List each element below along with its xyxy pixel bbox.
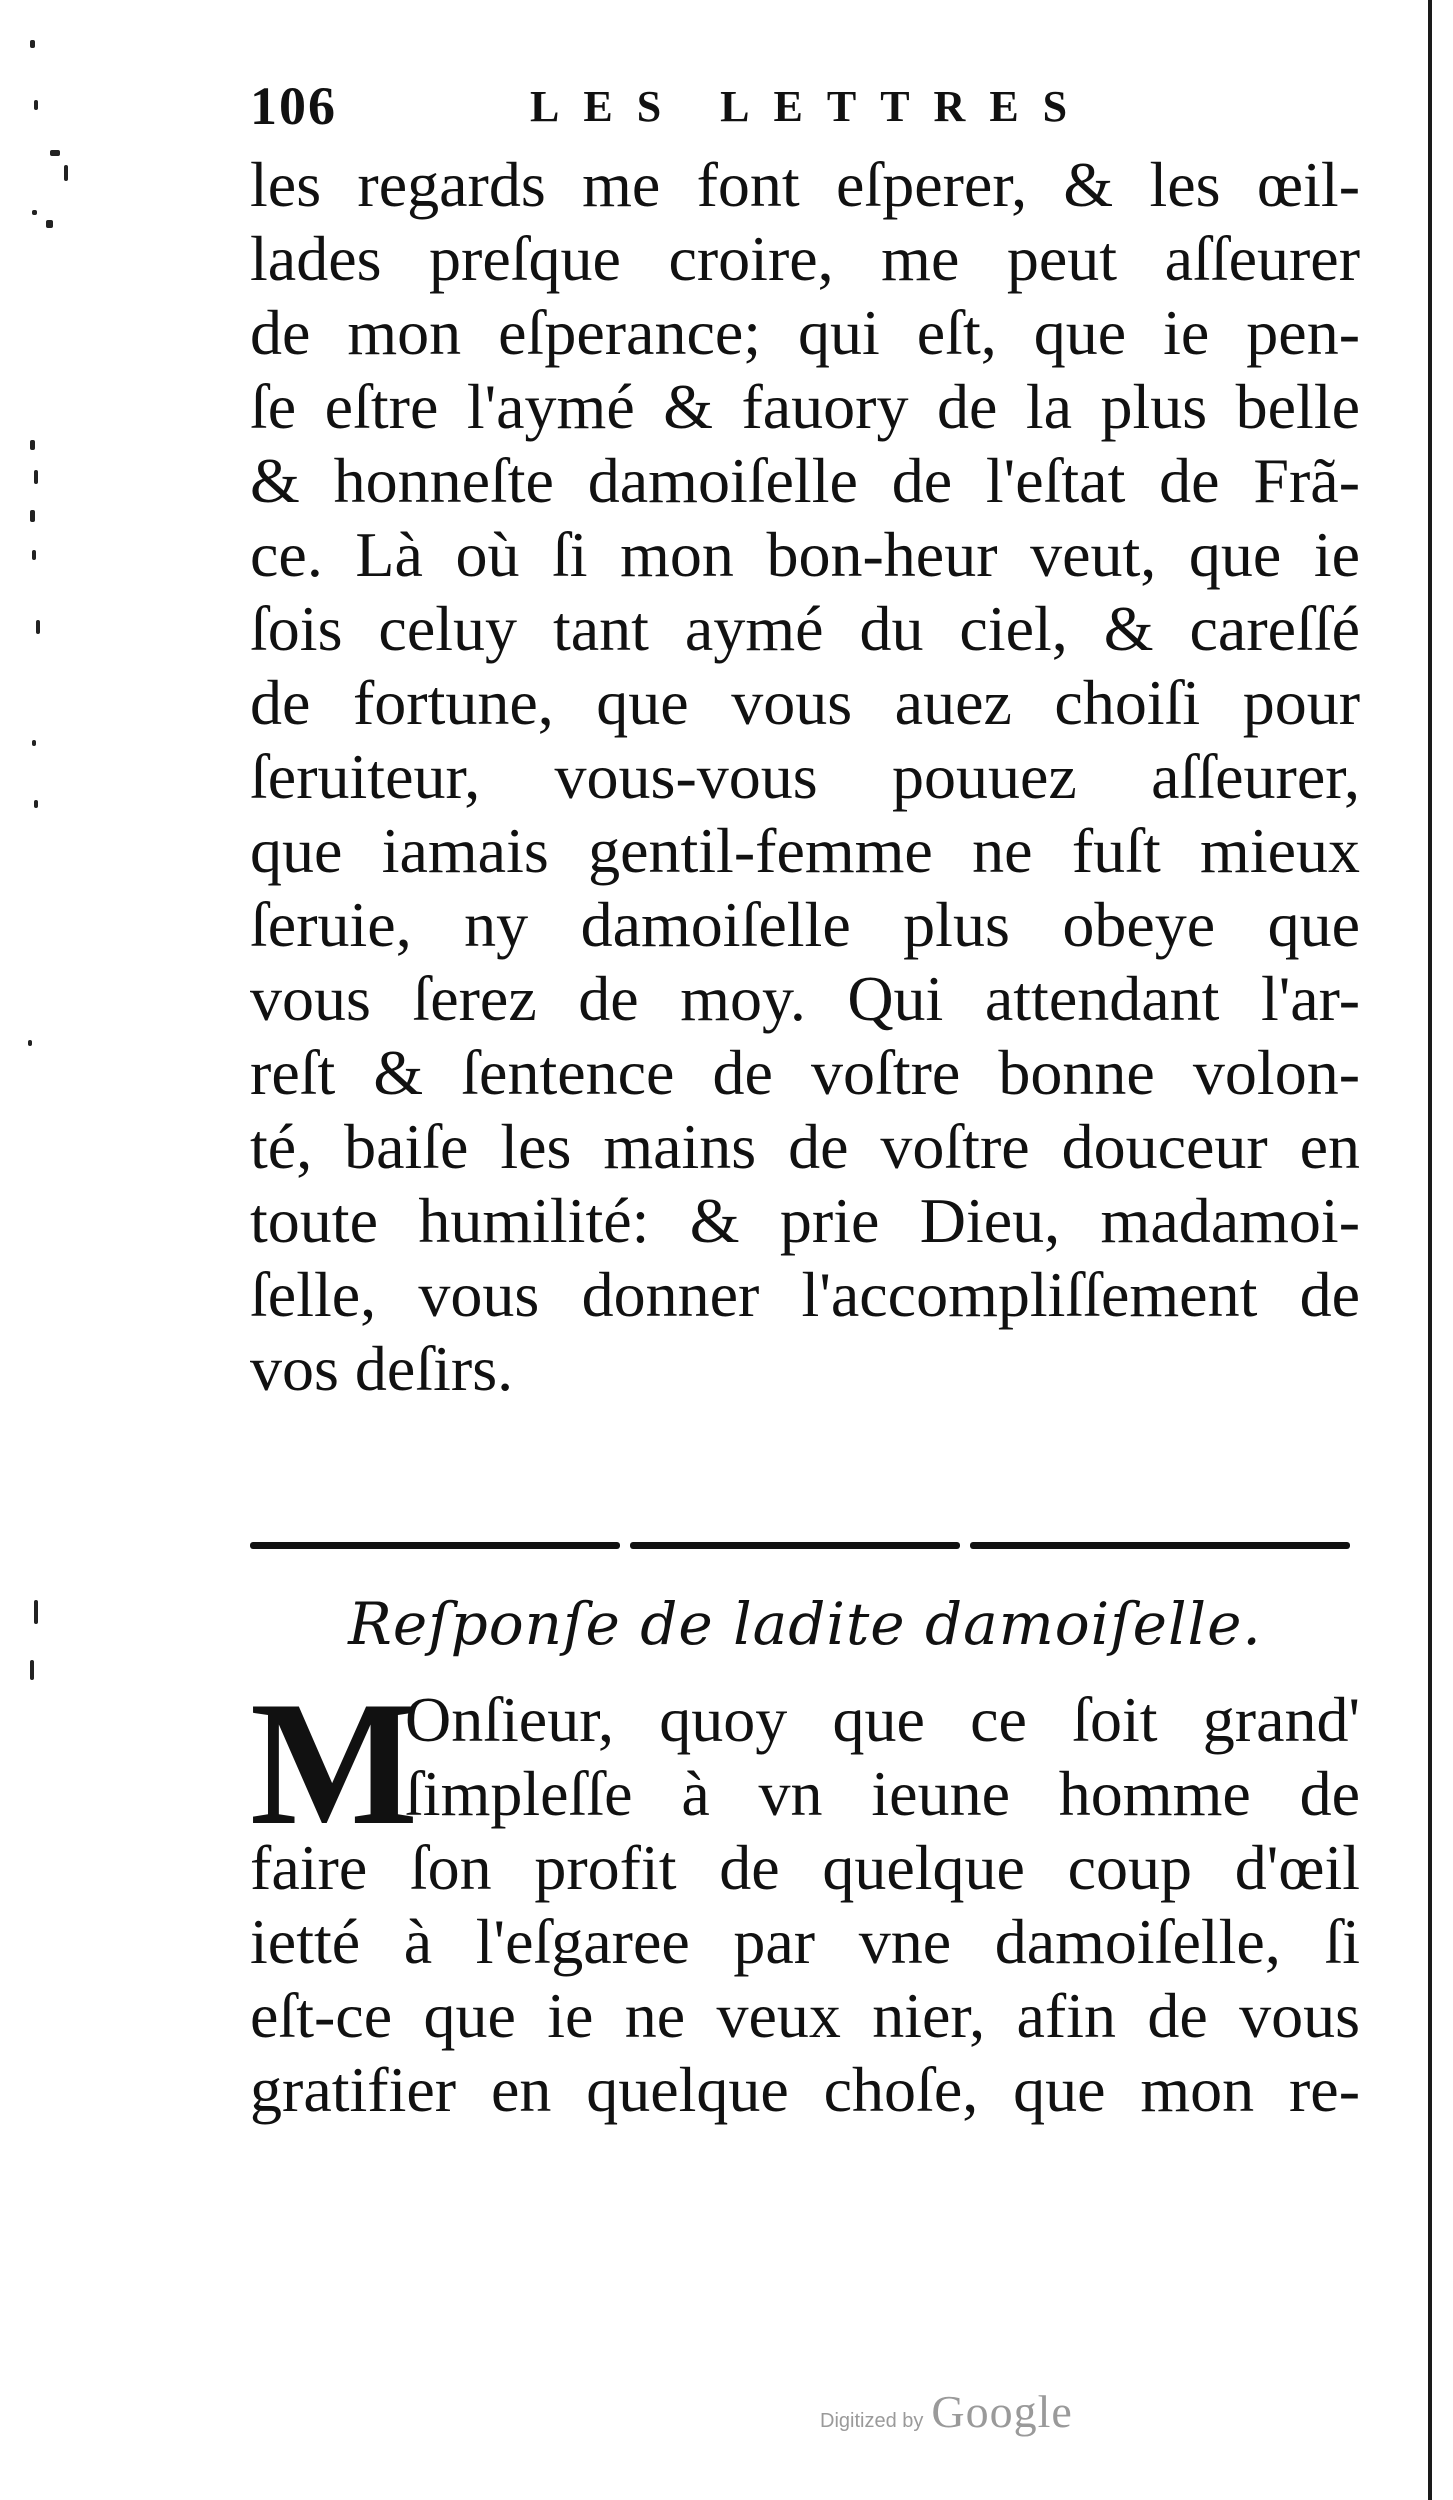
ink-speck — [34, 100, 38, 110]
text-line: de mon eſperance; qui eſt, que ie pen- — [250, 297, 1360, 368]
page-header — [250, 75, 1150, 145]
ink-speck — [36, 620, 40, 634]
text-line: & honneſte damoiſelle de l'eſtat de Frã- — [250, 445, 1360, 516]
text-line: ſeruie, ny damoiſelle plus obeye que — [250, 889, 1360, 960]
text-line: lades preſque croire, me peut aſſeurer — [250, 223, 1360, 294]
response-body — [250, 1831, 1360, 2127]
ink-speck — [30, 440, 35, 450]
digitized-watermark — [820, 2385, 1073, 2438]
letter-body — [250, 148, 1360, 1406]
page-edge-line — [1428, 0, 1432, 2500]
rule-segment — [250, 1542, 620, 1549]
text-line: ſe eſtre l'aymé & fauory de la plus belle — [250, 371, 1360, 442]
ink-speck — [64, 165, 68, 181]
text-line: faire ſon profit de quelque coup d'œil — [250, 1832, 1360, 1903]
ink-speck — [32, 740, 36, 746]
page-number: 106 — [250, 76, 337, 136]
text-line: gratifier en quelque choſe, que mon re- — [250, 2054, 1360, 2125]
ink-speck — [46, 220, 53, 228]
ink-speck — [32, 210, 37, 215]
text-line: vos deſirs. — [250, 1333, 514, 1404]
ink-speck — [30, 40, 35, 48]
text-line: les regards me font eſperer, & les œil- — [250, 149, 1360, 220]
text-line: ſois celuy tant aymé du ciel, & careſſé — [250, 593, 1360, 664]
running-head: LES LETTRES — [530, 82, 1092, 131]
watermark-brand: Google — [931, 2386, 1073, 2437]
ink-speck — [34, 470, 38, 484]
watermark-prefix: Digitized by — [820, 2410, 924, 2432]
text-line: reſt & ſentence de voſtre bonne volon- — [250, 1037, 1360, 1108]
response-first-lines — [405, 1683, 1360, 1831]
text-line: de fortune, que vous auez choiſi pour — [250, 667, 1360, 738]
text-line: té, baiſe les mains de voſtre douceur en — [250, 1111, 1360, 1182]
text-line: ſelle, vous donner l'accompliſſement de — [250, 1259, 1360, 1330]
text-line: eſt-ce que ie ne veux nier, afin de vous — [250, 1980, 1360, 2051]
text-line: vous ſerez de moy. Qui attendant l'ar- — [250, 963, 1360, 1034]
ink-speck — [34, 800, 38, 808]
ink-speck — [30, 1660, 34, 1680]
rule-segment — [630, 1542, 960, 1549]
text-line: ietté à l'eſgaree par vne damoiſelle, ſi — [250, 1906, 1360, 1977]
text-line: ſeruiteur, vous-vous pouuez aſſeurer, — [250, 741, 1360, 812]
text-line: Onſieur, quoy que ce ſoit grand' — [405, 1684, 1360, 1755]
response-title: Reſponſe de ladite damoiſelle. — [348, 1590, 1262, 1658]
drop-cap: M — [250, 1664, 419, 1862]
ink-speck — [50, 150, 60, 156]
ink-speck — [28, 1040, 32, 1046]
text-line: toute humilité: & prie Dieu, madamoi- — [250, 1185, 1360, 1256]
text-line: ce. Là où ſi mon bon-heur veut, que ie — [250, 519, 1360, 590]
margin-specks — [20, 40, 90, 1740]
ink-speck — [32, 550, 36, 560]
ink-speck — [34, 1600, 38, 1624]
ink-speck — [30, 510, 35, 522]
section-divider-rule — [250, 1538, 1350, 1552]
text-line: que iamais gentil-femme ne fuſt mieux — [250, 815, 1360, 886]
text-line: ſimpleſſe à vn ieune homme de — [405, 1758, 1360, 1829]
rule-segment — [970, 1542, 1350, 1549]
